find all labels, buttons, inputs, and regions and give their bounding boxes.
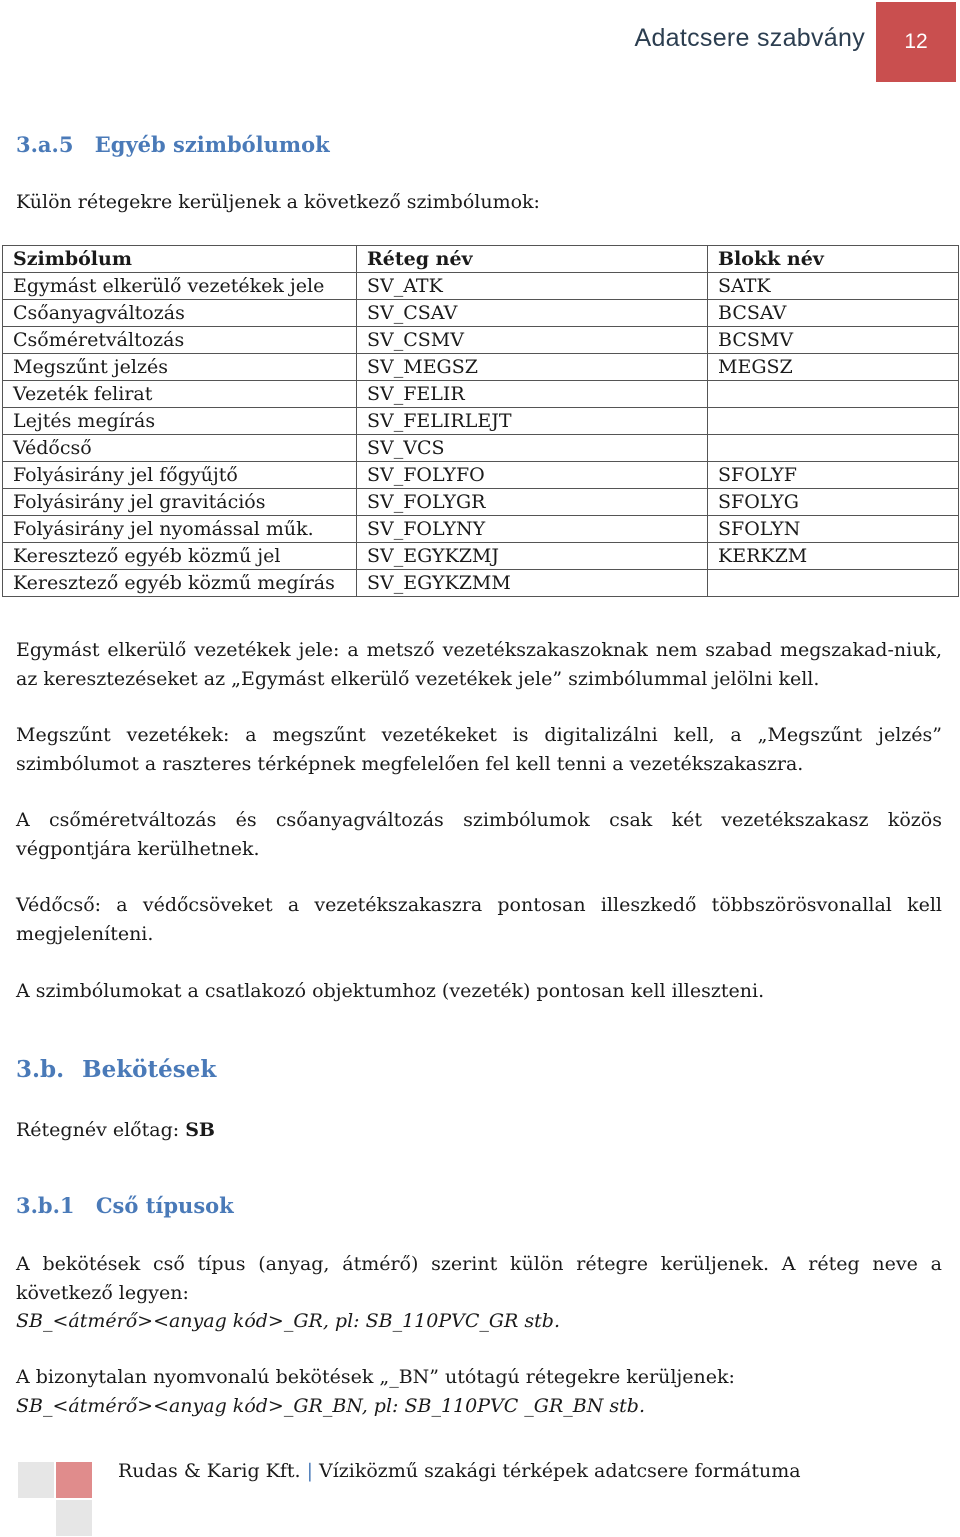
paragraph-crossing: Egymást elkerülő vezetékek jele: a metsző vezetékszakaszoknak nem szabad megszakad-niuk, az keresztezéseket az „Egymást elkerülő vezetékek jele” szimbólummal jelölni kell. (16, 639, 942, 690)
table-cell: Folyásirány jel gravitációs (3, 489, 357, 516)
page-number-badge (876, 2, 956, 82)
table-cell (708, 408, 959, 435)
table-cell: BCSAV (708, 300, 959, 327)
footer-doc-title: Víziközmű szakági térképek adatcsere formátuma (318, 1460, 801, 1482)
table-cell: SFOLYG (708, 489, 959, 516)
table-row (3, 543, 959, 570)
table-cell: SV_MEGSZ (357, 354, 708, 381)
table-cell: SATK (708, 273, 959, 300)
section-heading-3b (16, 1056, 216, 1083)
paragraph-fit-symbols: A szimbólumokat a csatlakozó objektumhoz (vezeték) pontosan kell illeszteni. (16, 980, 765, 1002)
table-cell: Csőméretváltozás (3, 327, 357, 354)
logo-square (56, 1500, 92, 1536)
table-row (3, 570, 959, 597)
table-cell: SV_FELIRLEJT (357, 408, 708, 435)
paragraph-discontinued: Megszűnt vezetékek: a megszűnt vezetékeket is digitalizálni kell, a „Megszűnt jelzés” szimbólumot a raszteres térképnek megfelelően fel kell tenni a vezetékszakaszra. (16, 724, 942, 775)
section-title: Bekötések (82, 1056, 217, 1083)
paragraph-pipe-change: A csőméretváltozás és csőanyagváltozás szimbólumok csak két vezetékszakasz közös végpontjára kerülhetnek. (16, 809, 942, 860)
section-number: 3.b.1 (16, 1193, 75, 1218)
table-cell: SV_FELIR (357, 381, 708, 408)
table-cell: Folyásirány jel főgyűjtő (3, 462, 357, 489)
prefix-value: SB (185, 1119, 215, 1141)
table-header-cell: Blokk név (708, 246, 959, 273)
paragraph-pipe-types: A bekötések cső típus (anyag, átmérő) szerint külön rétegre kerüljenek. A réteg neve a következő legyen: (16, 1253, 942, 1304)
table-cell: SV_FOLYFO (357, 462, 708, 489)
table-cell: SV_EGYKZMJ (357, 543, 708, 570)
table-row (3, 435, 959, 462)
logo-square (18, 1462, 54, 1498)
table-cell: Keresztező egyéb közmű jel (3, 543, 357, 570)
table-cell: KERKZM (708, 543, 959, 570)
section-heading-3b1 (16, 1193, 234, 1218)
uncertain-example (16, 1392, 942, 1421)
table-row (3, 327, 959, 354)
footer (118, 1460, 801, 1482)
table-cell (708, 570, 959, 597)
page-number: 12 (904, 30, 928, 53)
table-cell: Lejtés megírás (3, 408, 357, 435)
table-cell: SFOLYN (708, 516, 959, 543)
table-cell: SV_FOLYGR (357, 489, 708, 516)
table-row (3, 462, 959, 489)
section-number: 3.a.5 (16, 132, 74, 157)
table-row (3, 273, 959, 300)
table-row (3, 408, 959, 435)
table-row (3, 354, 959, 381)
table-row (3, 381, 959, 408)
table-header-cell: Szimbólum (3, 246, 357, 273)
prefix-label: Rétegnév előtag: (16, 1119, 186, 1141)
table-cell: SV_VCS (357, 435, 708, 462)
intro-text: Külön rétegekre kerüljenek a következő szimbólumok: (16, 191, 540, 213)
table-cell: Vezeték felirat (3, 381, 357, 408)
pipe-type-example (16, 1307, 942, 1336)
logo-square (56, 1462, 92, 1498)
table-cell: BCSMV (708, 327, 959, 354)
table-cell: Folyásirány jel nyomással műk. (3, 516, 357, 543)
paragraph-protective-pipe: Védőcső: a védőcsöveket a vezetékszakaszra pontosan illeszkedő többszörösvonallal kell megjeleníteni. (16, 894, 942, 945)
table-cell: Keresztező egyéb közmű megírás (3, 570, 357, 597)
table-cell: Egymást elkerülő vezetékek jele (3, 273, 357, 300)
table-cell: SV_ATK (357, 273, 708, 300)
table-cell: Megszűnt jelzés (3, 354, 357, 381)
table-cell: SV_EGYKZMM (357, 570, 708, 597)
layer-prefix-line (16, 1116, 942, 1145)
table-cell: SV_CSAV (357, 300, 708, 327)
section-title: Egyéb szimbólumok (94, 132, 330, 157)
table-cell: MEGSZ (708, 354, 959, 381)
example-text: SB_<átmérő><anyag kód>_GR, pl: SB_110PVC_GR stb. (16, 1310, 560, 1332)
table-cell: Csőanyagváltozás (3, 300, 357, 327)
table-cell (708, 435, 959, 462)
paragraph-uncertain: A bizonytalan nyomvonalú bekötések „_BN” utótagú rétegekre kerüljenek: (16, 1366, 735, 1388)
footer-separator: | (306, 1460, 313, 1482)
header-title: Adatcsere szabvány (634, 24, 865, 52)
symbols-table (2, 245, 959, 597)
example-text: SB_<átmérő><anyag kód>_GR_BN, pl: SB_110PVC _GR_BN stb. (16, 1395, 645, 1417)
table-row (3, 300, 959, 327)
table-cell: SV_FOLYNY (357, 516, 708, 543)
table-header-row (3, 246, 959, 273)
section-number: 3.b. (16, 1056, 65, 1083)
table-cell: Védőcső (3, 435, 357, 462)
table-row (3, 489, 959, 516)
section-title: Cső típusok (95, 1193, 234, 1218)
table-cell: SV_CSMV (357, 327, 708, 354)
table-header-cell: Réteg név (357, 246, 708, 273)
footer-company: Rudas & Karig Kft. (118, 1460, 301, 1482)
table-cell: SFOLYF (708, 462, 959, 489)
table-row (3, 516, 959, 543)
table-cell (708, 381, 959, 408)
section-heading-3a5 (16, 132, 330, 157)
